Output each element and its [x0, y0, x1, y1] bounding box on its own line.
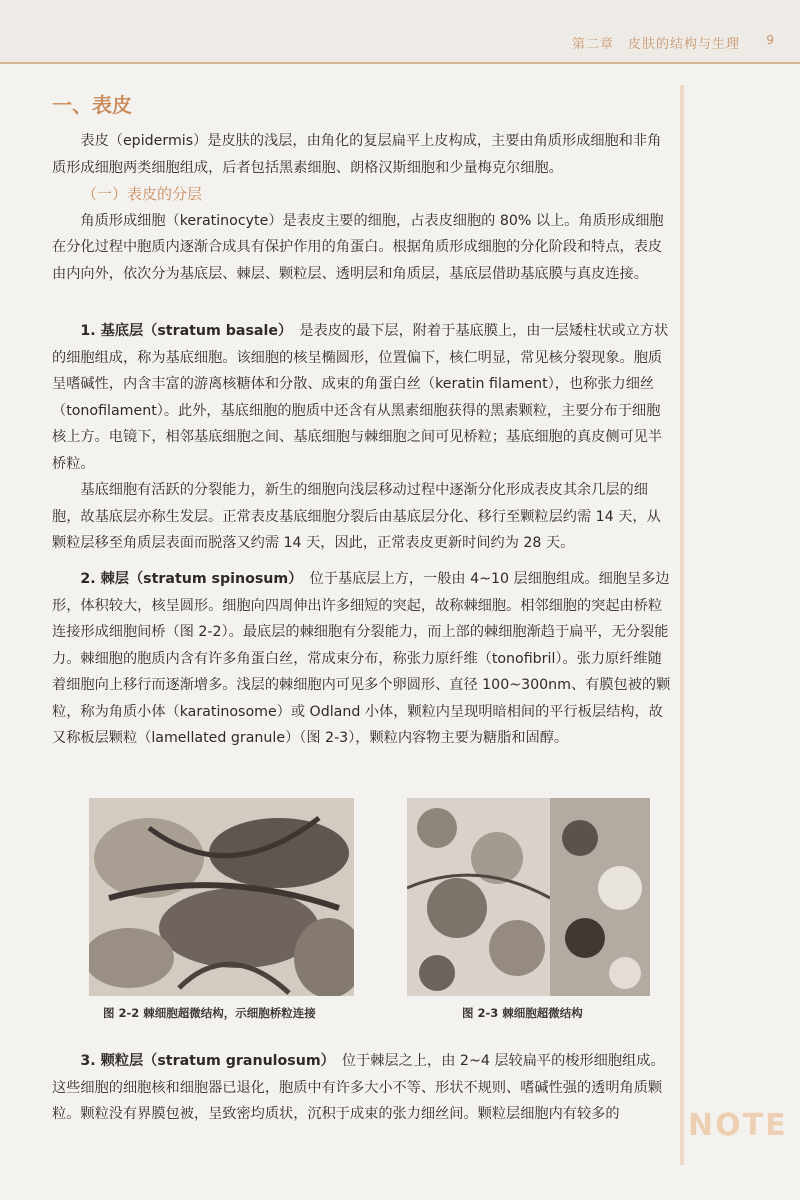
section-title: 一、表皮 — [52, 93, 132, 117]
page-header — [0, 0, 800, 62]
margin-strip — [680, 85, 684, 1165]
basale-term: 1. 基底层（stratum basale） — [80, 323, 286, 339]
spinosum-block — [52, 566, 672, 752]
basale-paragraph-2: 基底细胞有活跃的分裂能力，新生的细胞向浅层移动过程中逐渐分化形成表皮其余几层的细胞，故基底层亦称生发层。正常表皮基底细胞分裂后由基底层分化、移行至颗粒层约需 14 天，从颗粒层移至角质层表面而脱落又约需 14 天，因此，正常表皮更新时间约为 28 天。 — [52, 482, 661, 551]
figure-2-2-micrograph — [89, 798, 354, 996]
figure-2-3-caption: 图 2-3 棘细胞超微结构 — [462, 1006, 583, 1020]
intro-paragraph: 表皮（epidermis）是皮肤的浅层，由角化的复层扁平上皮构成，主要由角质形成细胞和非角质形成细胞两类细胞组成，后者包括黑素细胞、朗格汉斯细胞和少量梅克尔细胞。 — [52, 133, 662, 176]
granulosum-text: 位于棘层之上，由 2~4 层较扁平的梭形细胞组成。这些细胞的细胞核和细胞器已退化，胞质中有许多大小不等、形状不规则、嗜碱性强的透明角质颗粒。颗粒没有界膜包被，呈致密均质状，沉积于成束的张力细丝间。颗粒层细胞内有较多的 — [52, 1053, 665, 1122]
subsection-title: （一）表皮的分层 — [82, 185, 203, 203]
basale-paragraph — [52, 318, 672, 477]
figure-2-3-micrograph-right — [550, 798, 650, 996]
basale-block — [52, 318, 672, 557]
keratinocyte-paragraph: 角质形成细胞（keratinocyte）是表皮主要的细胞，占表皮细胞的 80% 以上。角质形成细胞在分化过程中胞质内逐渐合成具有保护作用的角蛋白。根据角质形成细胞的分化阶段和特点，表皮由内向外，依次分为基底层、棘层、颗粒层、透明层和角质层，基底层借助基底膜与真皮连接。 — [52, 212, 664, 282]
granulosum-paragraph — [52, 1048, 672, 1128]
intro-block — [52, 128, 672, 287]
spinosum-text: 位于基底层上方，一般由 4~10 层细胞组成。细胞呈多边形，体积较大，核呈圆形。细胞向四周伸出许多细短的突起，故称棘细胞。相邻细胞的突起由桥粒连接形成细胞间桥（图 2-2）。最底层的棘细胞有分裂能力，而上部的棘细胞渐趋于扁平，无分裂能力。棘细胞的胞质内含有许多角蛋白丝，常成束分布，称张力原纤维（tonofibril）。张力原纤维随着细胞向上移行而逐渐增多。浅层的棘细胞内可见多个卵圆形、直径 100~300nm、有膜包被的颗粒，称为角质小体（karatinosome）或 Odland 小体，颗粒内呈现明暗相间的平行板层结构，故又称板层颗粒（lamellated granule）（图 2-3），颗粒内容物主要为糖脂和固醇。 — [52, 571, 671, 746]
granulosum-block — [52, 1048, 672, 1128]
running-head: 第二章 皮肤的结构与生理 — [571, 37, 740, 52]
micrograph-image — [89, 798, 354, 996]
granulosum-term: 3. 颗粒层（stratum granulosum） — [80, 1053, 328, 1069]
figure-2-2-caption: 图 2-2 棘细胞超微结构，示细胞桥粒连接 — [103, 1006, 316, 1020]
spinosum-term: 2. 棘层（stratum spinosum） — [80, 571, 296, 587]
spinosum-paragraph — [52, 566, 672, 752]
basale-text: 是表皮的最下层，附着于基底膜上，由一层矮柱状或立方状的细胞组成，称为基底细胞。该细胞的核呈椭圆形，位置偏下，核仁明显，常见核分裂现象。胞质呈嗜碱性，内含丰富的游离核糖体和分散、成束的角蛋白丝（keratin filament），也称张力细丝（tonofilament）。此外，基底细胞的胞质中还含有从黑素细胞获得的黑素颗粒，主要分布于细胞核上方。电镜下，相邻基底细胞之间、基底细胞与棘细胞之间可见桥粒；基底细胞的真皮侧可见半桥粒。 — [52, 323, 669, 472]
note-mark: NOTE — [688, 1108, 788, 1143]
micrograph-image — [550, 798, 650, 996]
header-rule — [0, 62, 800, 64]
figure-2-3-micrograph-left — [407, 798, 550, 996]
micrograph-image — [407, 798, 550, 996]
page-number: 9 — [766, 33, 774, 47]
